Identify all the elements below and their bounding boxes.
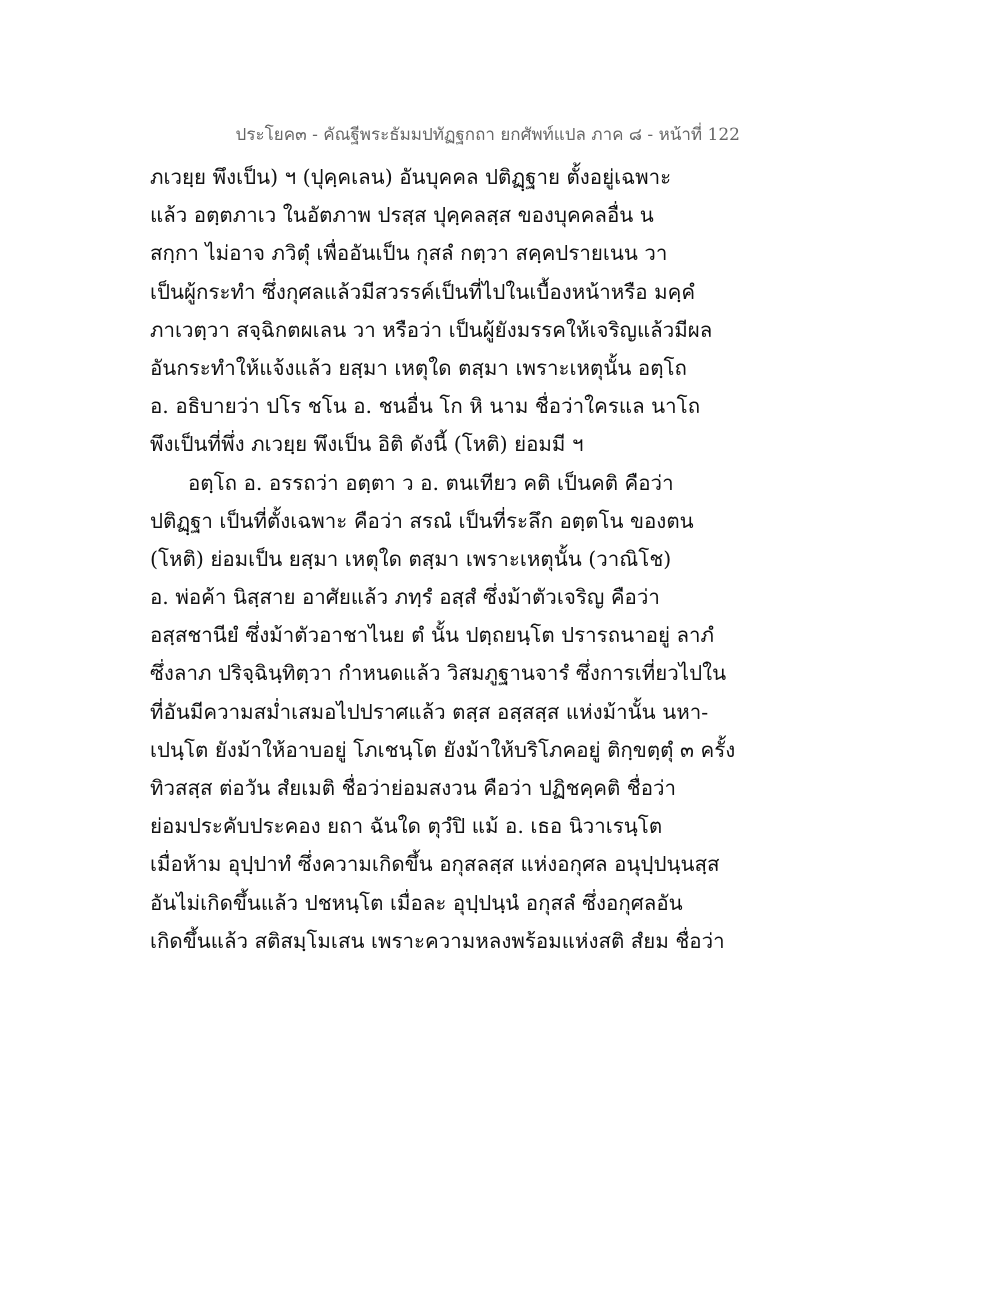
text-line: ที่อันมีความสม่ำเสมอไปปราศแล้ว ตสฺส อสฺสสฺส แห่งม้านั้น นหา- bbox=[150, 699, 709, 724]
text-line: เป็นผู้กระทำ ซึ่งกุศลแล้วมีสวรรค์เป็นที่ไปในเบื้องหน้าหรือ มคฺคํ bbox=[150, 279, 696, 304]
text-line: เกิดขึ้นแล้ว สติสมฺโมเสน เพราะความหลงพร้อมแห่งสติ สํยม ชื่อว่า bbox=[150, 928, 725, 953]
text-line: ภาเวตฺวา สจฺฉิกตผเลน วา หรือว่า เป็นผู้ยังมรรคให้เจริญแล้วมีผล bbox=[150, 317, 713, 342]
text-line: อ. อธิบายว่า ปโร ชโน อ. ชนอื่น โก หิ นาม ชื่อว่าใครแล นาโถ bbox=[150, 394, 701, 419]
text-line: ซึ่งลาภ ปริจฺฉินฺทิตฺวา กำหนดแล้ว วิสมภูฐานจารํ ซึ่งการเที่ยวไปใน bbox=[150, 661, 727, 686]
text-line: เมื่อห้าม อุปฺปาทํ ซึ่งความเกิดขึ้น อกุสลสฺส แห่งอกุศล อนุปฺปนฺนสฺส bbox=[150, 852, 720, 877]
running-header: ประโยค๓ - คัณฐีพระธัมมปทัฏฐกถา ยกศัพท์แปล ภาค ๘ - หน้าที่ 122 bbox=[235, 125, 740, 145]
text-line: ย่อมประคับประคอง ยถา ฉันใด ตุวํปิ แม้ อ. เธอ นิวาเรนฺโต bbox=[150, 814, 663, 839]
text-line: อันกระทำให้แจ้งแล้ว ยสฺมา เหตุใด ตสฺมา เพราะเหตุนั้น อตฺโถ bbox=[150, 355, 687, 380]
body-text bbox=[150, 158, 736, 960]
text-line: พึงเป็นที่พึ่ง ภเวยฺย พึงเป็น อิติ ดังนี้ (โหติ) ย่อมมี ฯ bbox=[150, 432, 584, 457]
text-line: เปนฺโต ยังม้าให้อาบอยู่ โภเชนฺโต ยังม้าให้บริโภคอยู่ ติกฺขตฺตุํ ๓ ครั้ง bbox=[150, 737, 736, 762]
text-line: ภเวยฺย พึงเป็น) ฯ (ปุคฺคเลน) อันบุคคล ปติฏฺฐาย ตั้งอยู่เฉพาะ bbox=[150, 165, 672, 189]
text-line: อตฺโถ อ. อรรถว่า อตฺตา ว อ. ตนเทียว คติ เป็นคติ คือว่า bbox=[188, 470, 674, 495]
text-line: อ. พ่อค้า นิสฺสาย อาศัยแล้ว ภทฺรํ อสฺสํ ซึ่งม้าตัวเจริญ คือว่า bbox=[150, 585, 660, 610]
text-line: อสฺสชานียํ ซึ่งม้าตัวอาชาไนย ตํ นั้น ปตฺถยนฺโต ปรารถนาอยู่ ลาภํ bbox=[150, 623, 715, 648]
text-line: แล้ว อตฺตภาเว ในอัตภาพ ปรสฺส ปุคฺคลสฺส ของบุคคลอื่น น bbox=[150, 203, 654, 228]
text-line: (โหติ) ย่อมเป็น ยสฺมา เหตุใด ตสฺมา เพราะเหตุนั้น (วาณิโช) bbox=[150, 546, 672, 571]
text-line: ปติฏฺฐา เป็นที่ตั้งเฉพาะ คือว่า สรณํ เป็นที่ระลึก อตฺตโน ของตน bbox=[150, 508, 694, 533]
text-line: ทิวสสฺส ต่อวัน สํยเมติ ชื่อว่าย่อมสงวน คือว่า ปฏิชคฺคติ ชื่อว่า bbox=[150, 776, 677, 800]
text-line: สกฺกา ไม่อาจ ภวิตุํ เพื่ออันเป็น กุสลํ กตฺวา สคฺคปรายเนน วา bbox=[150, 241, 668, 266]
text-line: อันไม่เกิดขึ้นแล้ว ปชหนฺโต เมื่อละ อุปฺปนฺนํ อกุสลํ ซึ่งอกุศลอัน bbox=[150, 890, 683, 915]
